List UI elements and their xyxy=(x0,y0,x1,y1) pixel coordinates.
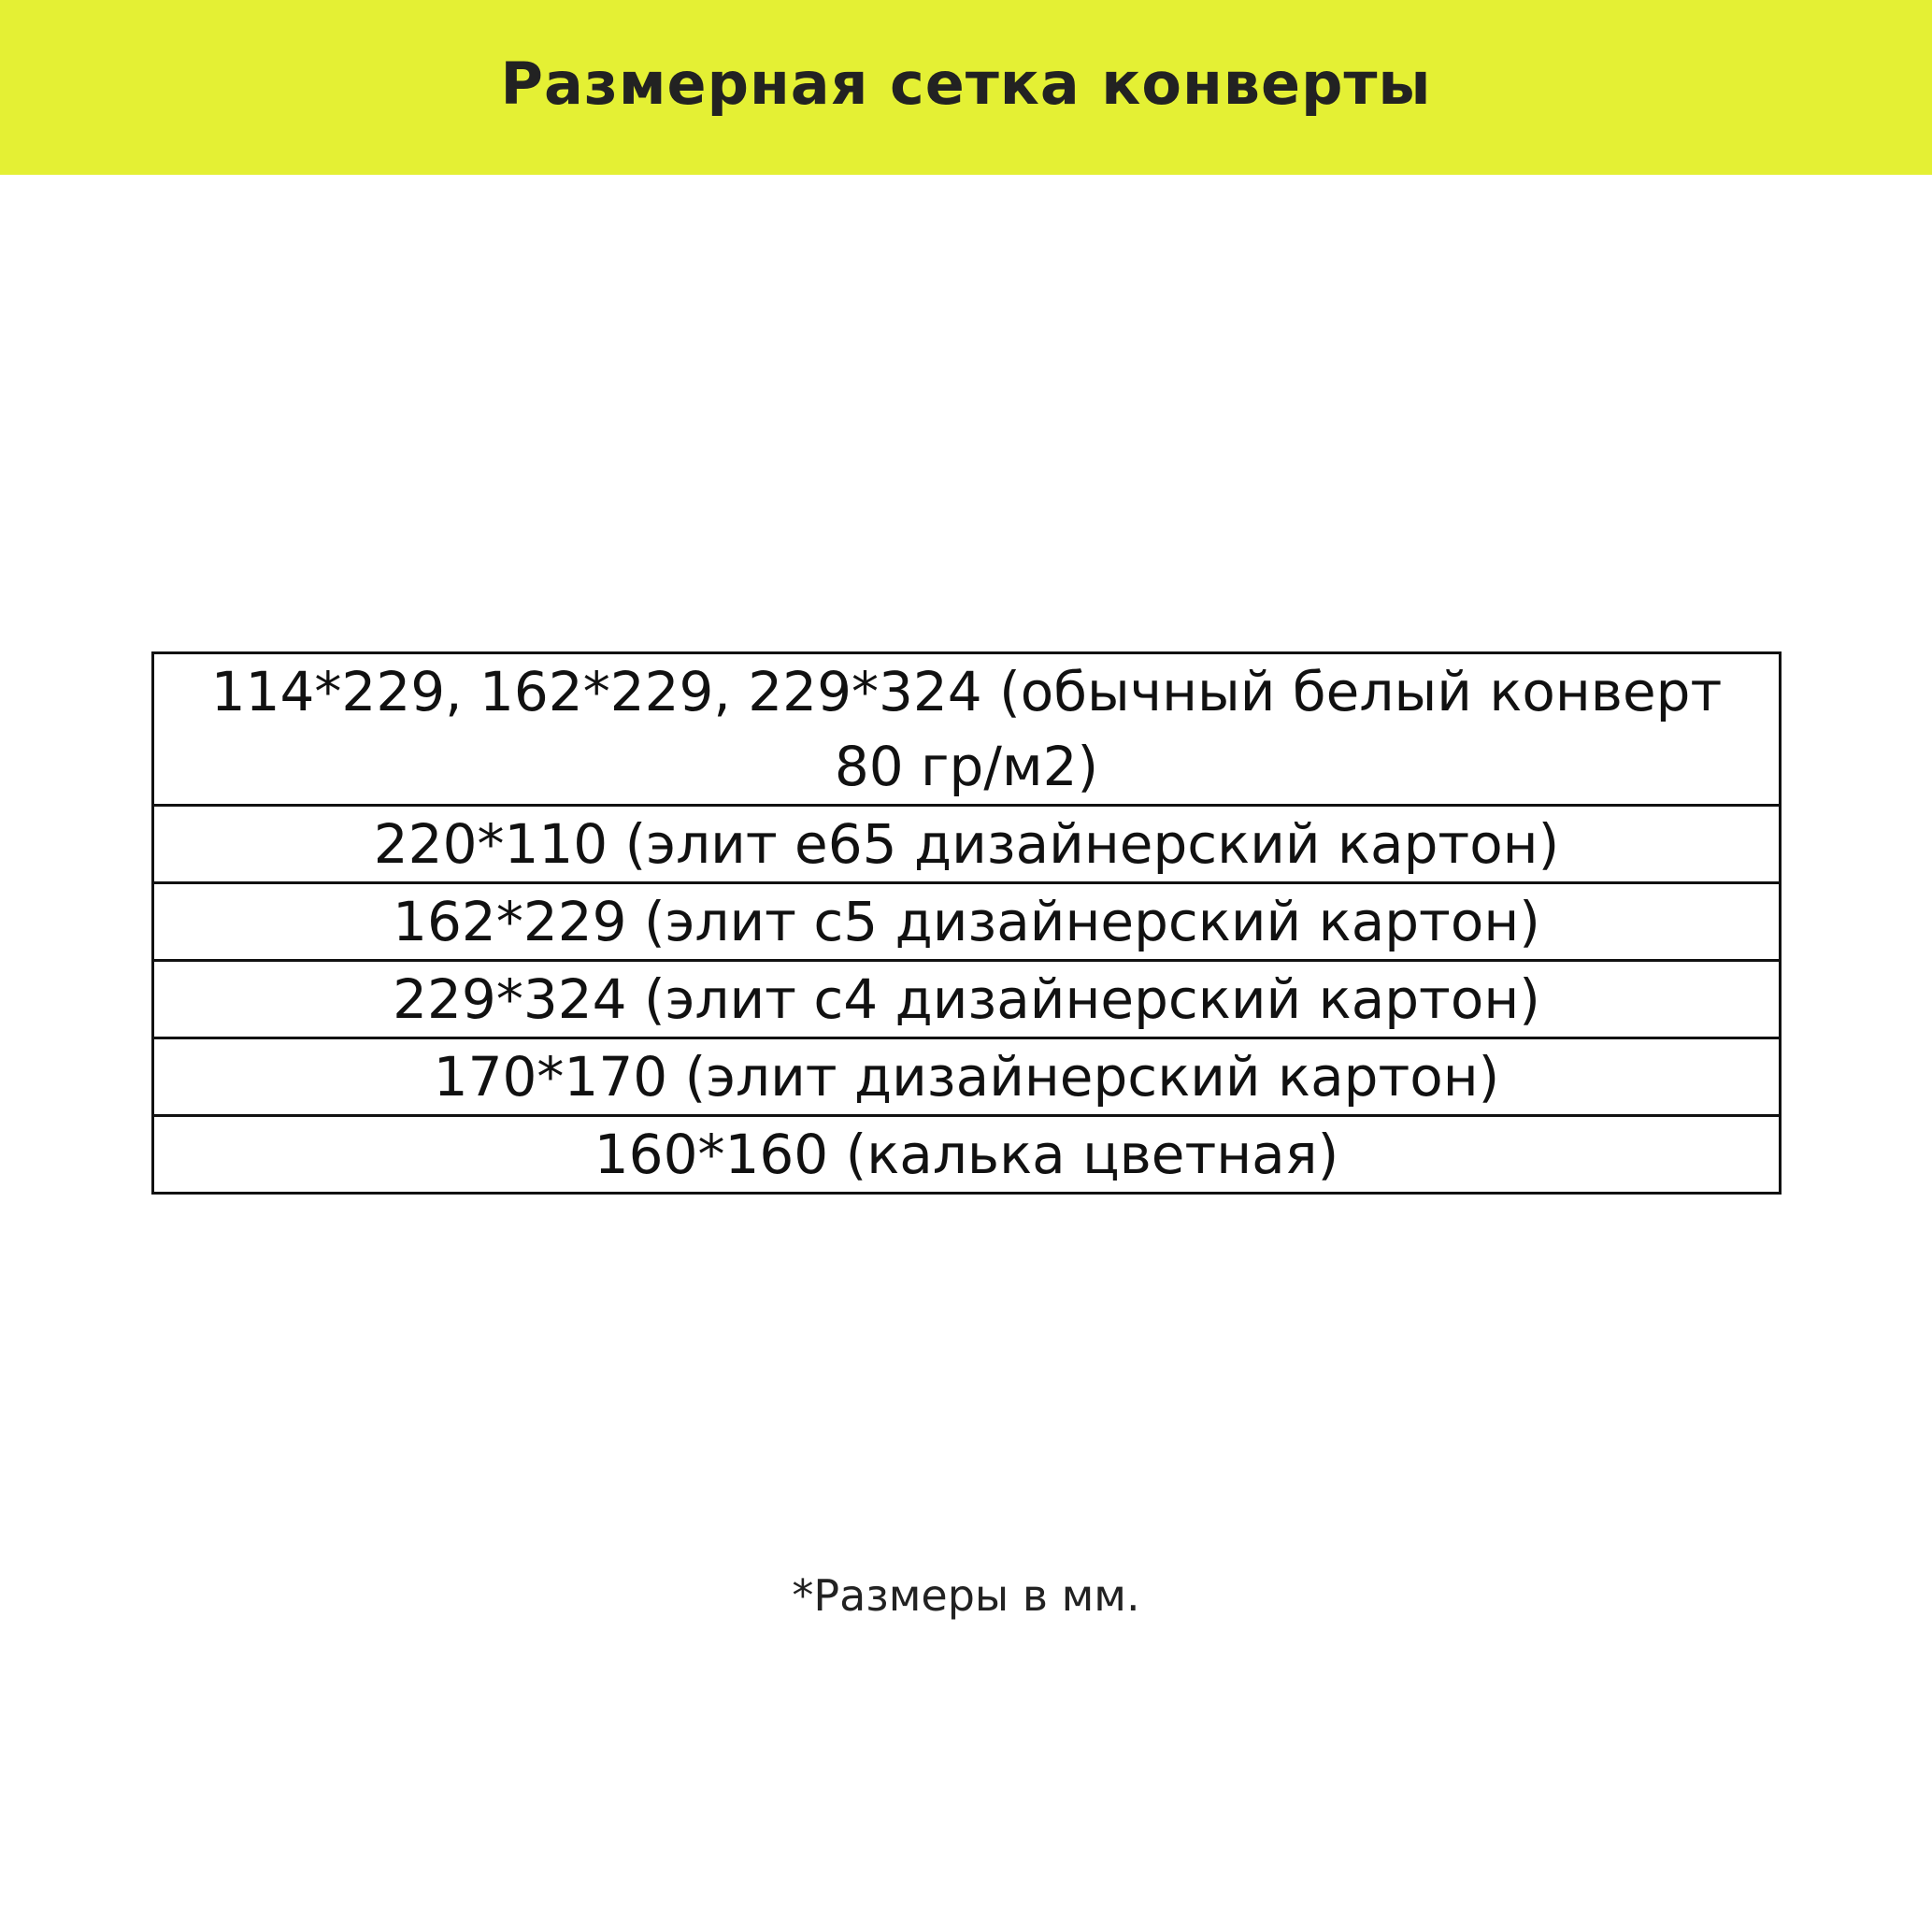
header-band xyxy=(0,0,1932,175)
table-row xyxy=(153,653,1781,806)
table-cell: 160*160 (калька цветная) xyxy=(153,1116,1781,1194)
table-cell: 220*110 (элит е65 дизайнерский картон) xyxy=(153,806,1781,883)
table-cell: 170*170 (элит дизайнерский картон) xyxy=(153,1038,1781,1116)
page-title: Размерная сетка конверты xyxy=(500,50,1432,118)
table-cell: 229*324 (элит с4 дизайнерский картон) xyxy=(153,961,1781,1038)
table-row xyxy=(153,806,1781,883)
table-row xyxy=(153,1116,1781,1194)
table-cell: 162*229 (элит с5 дизайнерский картон) xyxy=(153,883,1781,961)
size-table xyxy=(151,651,1782,1195)
footnote: *Размеры в мм. xyxy=(792,1570,1140,1621)
table-row xyxy=(153,1038,1781,1116)
table-cell: 114*229, 162*229, 229*324 (обычный белый конверт 80 гр/м2) xyxy=(153,653,1781,806)
table-row xyxy=(153,883,1781,961)
table-row xyxy=(153,961,1781,1038)
